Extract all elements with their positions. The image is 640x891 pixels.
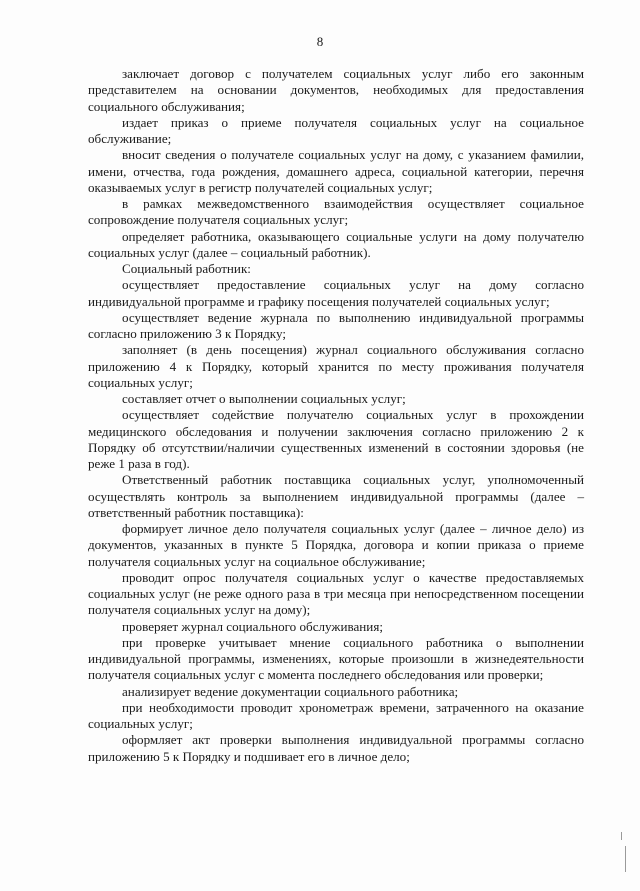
- page-number: 8: [316, 34, 324, 49]
- paragraph: проводит опрос получателя социальных услуг о качестве предоставляемых социальных услуг (не реже одного раза в три месяца при непосредственном посещении получателя социальных услуг на дому);: [88, 569, 584, 618]
- document-body: [88, 66, 584, 765]
- paragraph: при проверке учитывает мнение социального работника о выполнении индивидуальной программы, изменениях, которые произошли в жизнедеятельности получателя социальных услуг с момента последнего обследования или проверки;: [88, 634, 584, 683]
- scan-edge-mark: [625, 846, 626, 872]
- paragraph: издает приказ о приеме получателя социальных услуг на социальное обслуживание;: [88, 114, 584, 146]
- paragraph: осуществляет предоставление социальных услуг на дому согласно индивидуальной программе и графику посещения получателей социальных услуг;: [88, 277, 584, 309]
- paragraph: осуществляет ведение журнала по выполнению индивидуальной программы согласно приложению 3 к Порядку;: [88, 309, 584, 341]
- paragraph: осуществляет содействие получателю социальных услуг в прохождении медицинского обследования и получении заключения согласно приложению 2 к Порядку об отсутствии/наличии существенных изменений в состоянии здоровья (не реже 1 раза в год).: [88, 407, 584, 471]
- section-heading: Социальный работник:: [122, 261, 251, 276]
- paragraph: формирует личное дело получателя социальных услуг (далее – личное дело) из документов, указанных в пункте 5 Порядка, договора и копии приказа о приеме получателя социальных услуг на социальное обслуживание;: [88, 521, 584, 569]
- scan-edge-mark: [621, 832, 622, 840]
- paragraph: определяет работника, оказывающего социальные услуги на дому получателю социальных услуг (далее – социальный работник).: [88, 228, 584, 260]
- paragraph: оформляет акт проверки выполнения индивидуальной программы согласно приложению 5 к Порядку и подшивает его в личное дело;: [88, 732, 584, 764]
- paragraph: составляет отчет о выполнении социальных услуг;: [122, 391, 406, 406]
- paragraph: проверяет журнал социального обслуживания;: [122, 618, 383, 634]
- paragraph: вносит сведения о получателе социальных услуг на дому, с указанием фамилии, имени, отчества, года рождения, домашнего адреса, социальной категории, перечня оказываемых услуг в регистр получателей социальных услуг;: [88, 147, 584, 195]
- paragraph: анализирует ведение документации социального работника;: [122, 683, 459, 699]
- paragraph: в рамках межведомственного взаимодействия осуществляет социальное сопровождение получателя социальных услуг;: [88, 196, 584, 228]
- paragraph: Ответственный работник поставщика социальных услуг, уполномоченный осуществлять контроль за выполнением индивидуальной программы (далее – ответственный работник поставщика):: [88, 472, 584, 520]
- paragraph: при необходимости проводит хронометраж времени, затраченного на оказание социальных услуг;: [88, 699, 584, 731]
- paragraph: заполняет (в день посещения) журнал социального обслуживания согласно приложению 4 к Порядку, который хранится по месту проживания получателя социальных услуг;: [88, 342, 584, 390]
- paragraph: заключает договор с получателем социальных услуг либо его законным представителем на основании документов, необходимых для предоставления социального обслуживания;: [88, 66, 584, 114]
